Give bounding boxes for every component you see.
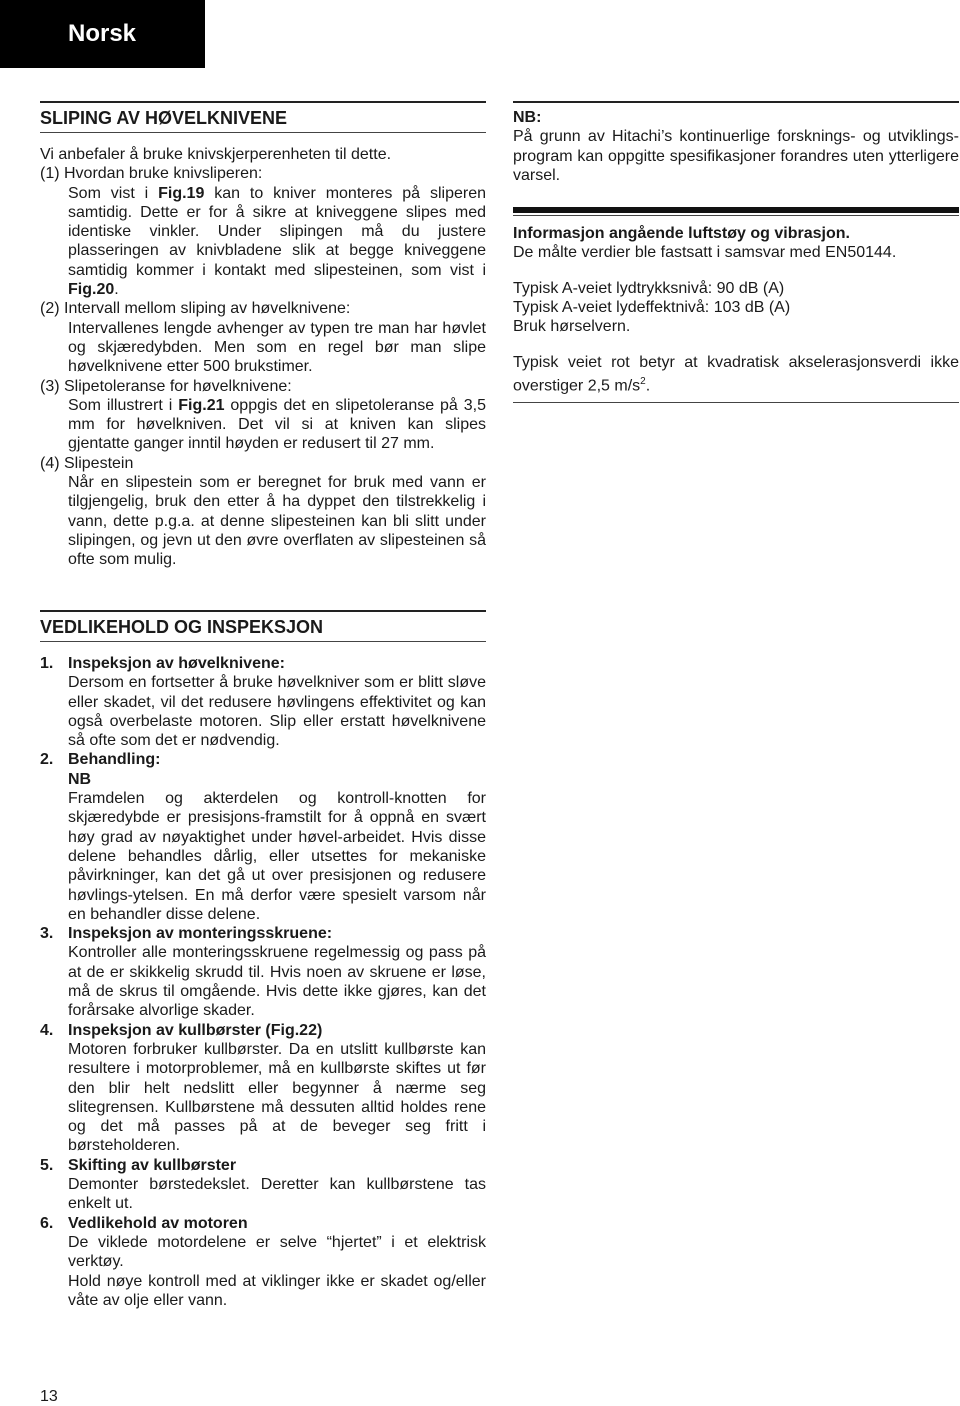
sliping-step1-text: Som vist i Fig.19 kan to kniver monteres på sliperen samtidig. Dette er for å sikre at kniveggene slipes med identiske vinkler. Under slipingen må du justere plasseringen av knivbladene slik at begge kniveggene samtidig kommer i kontakt med slipesteinen, som vist i Fig.20. — [68, 184, 486, 299]
sliping-step2-text: Intervallenes lengde avhenger av typen tre man har høvlet og skjæredybden. Men som en regel bør man slipe høvelknivene etter 500 brukstimer. — [68, 319, 486, 376]
hearing-protection: Bruk hørselvern. — [513, 318, 631, 336]
item-number: 5. — [40, 1156, 54, 1174]
sliping-step4-heading: (4) Slipestein — [40, 454, 134, 472]
fig-ref: Fig.21 — [178, 396, 225, 414]
sliping-step1-heading: (1) Hvordan bruke knivsliperen: — [40, 165, 263, 183]
list-item — [40, 924, 486, 1020]
list-item — [40, 1156, 486, 1214]
language-tab — [0, 0, 205, 68]
list-item — [40, 1214, 486, 1310]
item-heading: Behandling: — [68, 751, 161, 769]
item-text-extra: Hold nøye kontroll med at viklinger ikke er skadet og/eller våte av olje eller vann. — [68, 1272, 486, 1309]
item-text: Framdelen og akterdelen og kontroll-knotten for skjæredybde er presisjons-framstilt for å oppnå en svært høy grad av nøyaktighet under høvel-arbeidet. Hvis disse delene behandles dårlig, eller utsettes for mekaniske påvirkninger, kan det gå ut over presisjonen og redusere høvlings-ytelsen. En må derfor være spesielt varsom når en behandler disse delene. — [68, 790, 486, 923]
language-label: Norsk — [68, 20, 137, 47]
item-text: Motoren forbruker kullbørster. Da en utslitt kullbørste kan resultere i motorproblemer, må en kullbørste skiftes ut før den blir helt nedslitt eller begynner å nærme seg slitegrensen. Kullbørstene må dessuten alltid holdes rene og det må passes på at de beveger seg fritt i børsteholderen. — [68, 1040, 486, 1155]
item-heading: Skifting av kullbørster — [68, 1156, 237, 1174]
vibration-text: Typisk veiet rot betyr at kvadratisk akselerasjonsverdi ikke overstiger 2,5 $m/s^2$. — [513, 353, 959, 395]
sliping-step2-heading: (2) Intervall mellom sliping av høvelknivene: — [40, 300, 351, 318]
section-rule-thin — [40, 641, 486, 642]
list-item — [40, 750, 486, 924]
section-rule-thin — [513, 402, 959, 403]
section-title-sliping: SLIPING AV HØVELKNIVENE — [40, 108, 288, 128]
item-text: Demonter børstedekslet. Deretter kan kullbørstene tas enkelt ut. — [68, 1176, 486, 1213]
item-text: Kontroller alle monteringsskruene regelmessig og pass på at de er skikkelig skrudd til. Hvis noen av skruene er løse, må de skrus til omgående. Hvis dette ikke gjøres, kan det forårsake alvorlige skader. — [68, 944, 486, 1020]
item-subheading: NB — [68, 770, 92, 788]
right-column — [513, 101, 959, 403]
sliping-step3-text: Som illustrert i Fig.21 oppgis det en slipetoleranse på 3,5 mm for høvelkniven. Det vil si at kniven kan slipes gjentatte ganger inntil høyden er redusert til 27 mm. — [68, 396, 487, 453]
nb-text: På grunn av Hitachi’s kontinuerlige forsknings- og utviklings-program kan oppgitte spesifikasjoner forandres uten ytterligere varsel. — [513, 128, 959, 184]
item-heading: Vedlikehold av motoren — [68, 1214, 248, 1232]
section-rule — [40, 101, 486, 103]
nb-heading: NB: — [513, 109, 542, 126]
item-number: 2. — [40, 751, 54, 769]
section-sliping — [40, 101, 486, 570]
item-number: 4. — [40, 1021, 54, 1039]
section-rule-thin — [40, 132, 486, 133]
section-rule — [513, 101, 959, 103]
info-heading: Informasjon angående luftstøy og vibrasjon. — [513, 225, 850, 243]
item-heading: Inspeksjon av høvelknivene: — [68, 655, 285, 672]
section-vedlikehold — [40, 610, 486, 1310]
section-rule — [40, 610, 486, 612]
item-number: 1. — [40, 655, 54, 672]
item-text: Dersom en fortsetter å bruke høvelkniver som er blitt sløve eller skadet, vil det redusere høvlingens effektivitet og kan også overbelaste motoren. Slip eller erstatt høvelknivene så ofte som det er nødvendig. — [68, 674, 486, 750]
sliping-intro: Vi anbefaler å bruke knivskjerperenheten til dette. — [40, 146, 392, 163]
info-standard: De målte verdier ble fastsatt i samsvar med EN50144. — [513, 244, 897, 262]
list-item — [40, 654, 486, 750]
fig-ref: Fig.20 — [68, 281, 115, 299]
fig-ref: Fig.19 — [158, 184, 205, 202]
item-text: De viklede motordelene er selve “hjertet” i et elektrisk verktøy. — [68, 1233, 486, 1271]
sliping-step4-text: Når en slipestein som er beregnet for bruk med vann er tilgjengelig, bruk den etter å ha dyppet den tilstrekkelig i vann, dette p.g.a. at denne slipesteinen kan bli slitt under slipingen, og jevn ut den øvre overflaten av slipesteinen så ofte som mulig. — [68, 474, 486, 569]
page-number: 13 — [40, 1388, 58, 1405]
item-heading: Inspeksjon av monteringsskruene: — [68, 925, 333, 943]
section-title-vedlikehold: VEDLIKEHOLD OG INSPEKSJON — [40, 617, 324, 637]
section-rule-thick — [513, 207, 959, 213]
sliping-step3-heading: (3) Slipetoleranse for høvelknivene: — [40, 377, 292, 395]
item-heading: Inspeksjon av kullbørster (Fig.22) — [68, 1021, 323, 1039]
sound-pressure: Typisk A-veiet lydtrykksnivå: 90 dB (A) — [513, 279, 785, 297]
item-number: 3. — [40, 925, 54, 943]
list-item — [40, 1021, 486, 1156]
sound-power: Typisk A-veiet lydeffektnivå: 103 dB (A) — [513, 299, 791, 317]
item-number: 6. — [40, 1214, 54, 1232]
section-rule-thin — [513, 215, 959, 216]
